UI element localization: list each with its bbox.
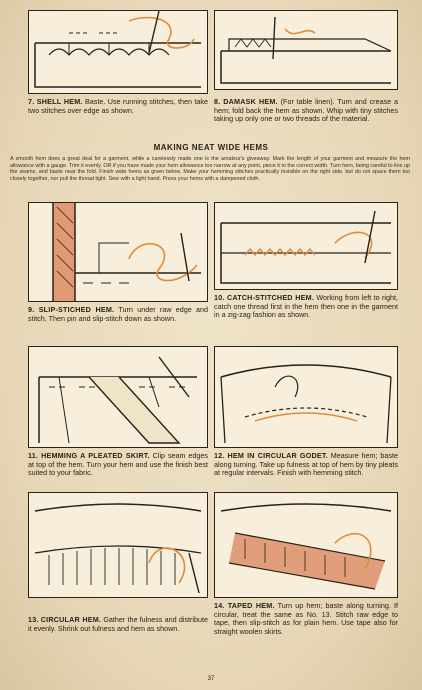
- figure-7-illustration: [28, 10, 208, 94]
- figure-9-caption: 9. SLIP-STICHED HEM. Turn under raw edge and stitch. Then pin and slip-stitch down as shown.: [28, 305, 208, 323]
- figure-8-caption: 8. DAMASK HEM. (For table linen). Turn and crease a hem; fold back the hem as shown. Whip with tiny stitches taking up only one or two threads of the material.: [214, 97, 398, 124]
- figure-11-illustration: [28, 346, 208, 448]
- figure-9-illustration: [28, 202, 208, 302]
- figure-13-illustration: [28, 492, 208, 598]
- intro-paragraph: A smooth hem does a great deal for a garment, while a carelessly made one is the amateur's giveaway. Mark the length of your garment and measure the hem allowance with a gauge. Trim it evenly. OR if you have made your hem allowance too narrow at any point, piece it to the correct width. Turn hem, being careful to line up the seams, and baste near the fold. Finish wide hems as given below. Make your hemming stitches practically invisible on the right side, but do not space them too closely together, nor pull the thread tight. Sew with a light hand. Press your hems with a dampened cloth.: [10, 156, 410, 182]
- figure-8-illustration: [214, 10, 398, 90]
- figure-12-caption: 12. HEM IN CIRCULAR GODET. Measure hem; baste along turning. Take up fulness at top of hem by tiny pleats at regular intervals. Finish with hemming stitch.: [214, 451, 398, 478]
- figure-13-caption: 13. CIRCULAR HEM. Gather the fulness and distribute it evenly. Shrink out fulness and hem as shown.: [28, 615, 208, 633]
- section-title: MAKING NEAT WIDE HEMS: [153, 143, 269, 152]
- figure-7-caption: 7. SHELL HEM. Baste. Use running stitches, then take two stitches over edge as shown.: [28, 97, 208, 115]
- page-number: 37: [207, 676, 215, 682]
- figure-14-illustration: [214, 492, 398, 598]
- figure-10-caption: 10. CATCH-STITCHED HEM. Working from left to right, catch one thread first in the hem then one in the garment in a zig-zag fashion as shown.: [214, 293, 398, 320]
- figure-11-caption: 11. HEMMING A PLEATED SKIRT. Clip seam edges at top of the hem. Turn your hem and use the finish best suited to your fabric.: [28, 451, 209, 478]
- figure-14-caption: 14. TAPED HEM. Turn up hem; baste along turning. If circular, treat the same as No. 13. Stitch raw edge to tape, then slip-stitch as for plain hem. Use tape also for straight woolen skirts.: [214, 601, 398, 636]
- figure-12-illustration: [214, 346, 398, 448]
- figure-10-illustration: [214, 202, 398, 290]
